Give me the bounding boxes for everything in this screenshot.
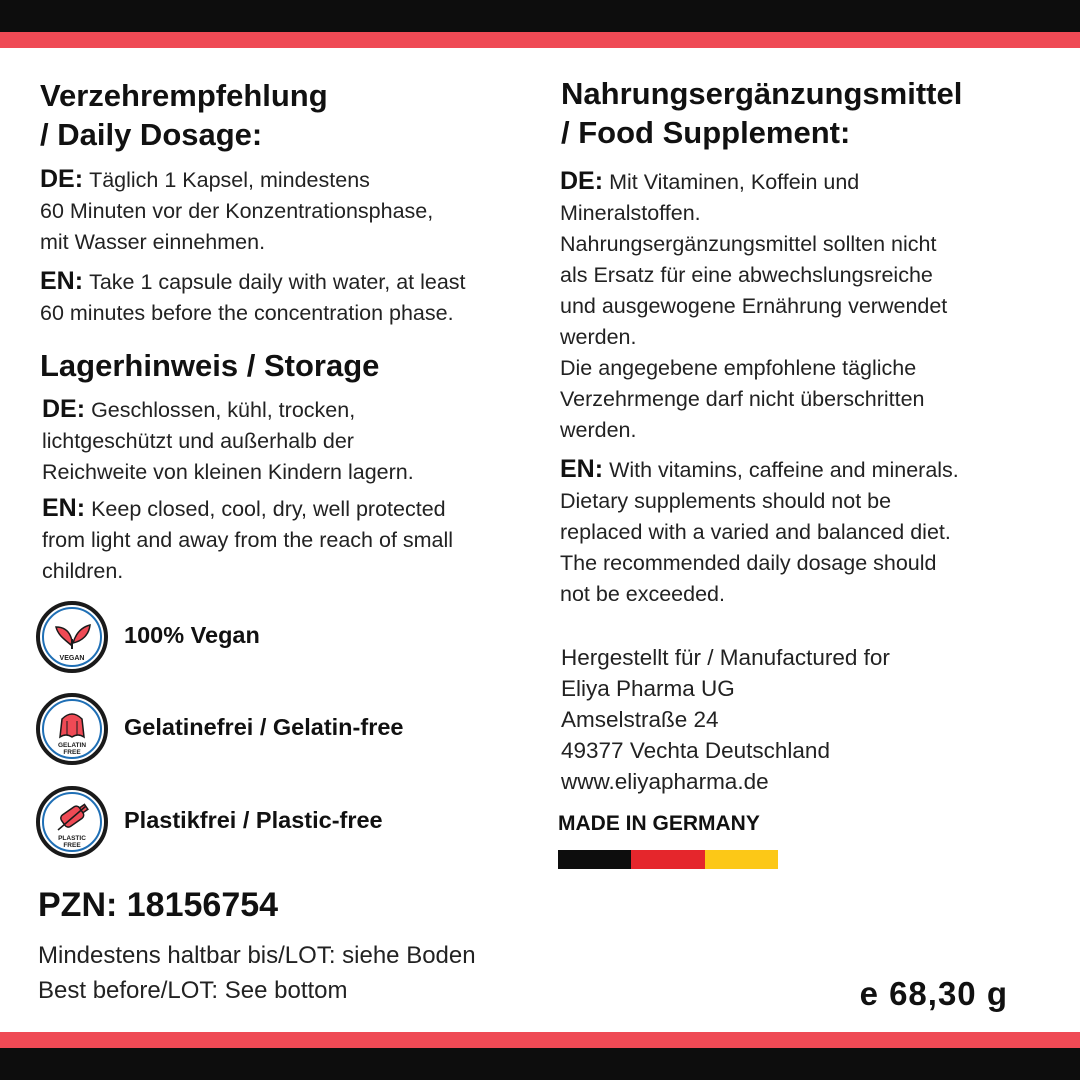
gelatin-free-icon	[40, 697, 104, 761]
dosage-en-text	[40, 266, 466, 329]
supplement-de-line: werden.	[560, 325, 637, 349]
storage-en-line: children.	[42, 559, 124, 583]
gelatin-free-label: Gelatinefrei / Gelatin-free	[124, 714, 404, 740]
plastic-free-icon	[40, 790, 104, 854]
supplement-de-code: DE:	[560, 167, 604, 195]
german-flag-bar	[558, 850, 778, 869]
vegan-icon-text: VEGAN	[59, 655, 85, 662]
storage-heading: Lagerhinweis / Storage	[40, 348, 380, 383]
dosage-en-line: Take 1 capsule daily with water, at least	[89, 270, 466, 294]
supplement-de-first: Mineralstoffen.	[560, 201, 701, 225]
supplement-de-line: als Ersatz für eine abwechslungsreiche	[560, 263, 933, 287]
vegan-leaf-icon	[40, 605, 104, 669]
dosage-en-line: 60 minutes before the concentration phase.	[40, 301, 454, 325]
dosage-heading-line-1: Verzehrempfehlung	[40, 78, 328, 113]
best-before-en: Best before/LOT: See bottom	[38, 977, 348, 1004]
dosage-de-line: mit Wasser einnehmen.	[40, 230, 266, 254]
manufacturer-block	[561, 642, 890, 797]
storage-en-text	[42, 493, 453, 587]
dosage-en-code: EN:	[40, 267, 84, 295]
dosage-de-code: DE:	[40, 165, 84, 193]
supplement-de-line: Die angegebene empfohlene tägliche	[560, 356, 917, 380]
supplement-en-line: replaced with a varied and balanced diet.	[560, 520, 951, 544]
supplement-de-line: Verzehrmenge darf nicht überschritten	[560, 387, 925, 411]
supplement-de-line: und ausgewogene Ernährung verwendet	[560, 294, 948, 318]
bottom-red-band	[0, 1032, 1080, 1048]
storage-de-line: Geschlossen, kühl, trocken,	[91, 398, 356, 422]
supplement-de-line: werden.	[560, 418, 637, 442]
manufacturer-street: Amselstraße 24	[561, 707, 719, 732]
storage-en-line: from light and away from the reach of small	[42, 528, 454, 552]
storage-de-text	[42, 394, 414, 488]
dosage-de-text	[40, 164, 433, 258]
dosage-de-line: 60 Minuten vor der Konzentrationsphase,	[40, 199, 434, 223]
vegan-label: 100% Vegan	[124, 622, 260, 648]
flag-red-stripe	[631, 850, 704, 869]
net-weight: e 68,30 g	[859, 975, 1008, 1012]
dosage-heading-line-2: / Daily Dosage:	[40, 117, 263, 152]
flag-gold-stripe	[705, 850, 778, 869]
supplement-en-code: EN:	[560, 455, 604, 483]
storage-de-line: lichtgeschützt und außerhalb der	[42, 429, 354, 453]
made-in-germany: MADE IN GERMANY	[558, 812, 760, 835]
gelatin-icon-text-1: GELATIN	[57, 742, 87, 749]
manufacturer-city: 49377 Vechta Deutschland	[561, 738, 830, 763]
dosage-de-line: Täglich 1 Kapsel, mindestens	[89, 168, 370, 192]
supplement-de-line: Nahrungsergänzungsmittel sollten nicht	[560, 232, 937, 256]
gelatin-free-badge	[36, 693, 108, 765]
gelatin-icon-text-2: FREE	[63, 749, 81, 756]
supplement-en-line: not be exceeded.	[560, 582, 725, 606]
best-before-de: Mindestens haltbar bis/LOT: siehe Boden	[38, 942, 476, 969]
manufacturer-line: Hergestellt für / Manufactured for	[561, 645, 890, 670]
supplement-heading-line-2: / Food Supplement:	[561, 115, 851, 150]
storage-de-line: Reichweite von kleinen Kindern lagern.	[42, 460, 414, 484]
plastic-icon-text-2: FREE	[63, 842, 81, 849]
storage-en-line: Keep closed, cool, dry, well protected	[91, 497, 446, 521]
supplement-de-text	[560, 166, 947, 446]
storage-de-code: DE:	[42, 395, 86, 423]
manufacturer-website: www.eliyapharma.de	[561, 769, 769, 794]
plastic-icon-text-1: PLASTIC	[58, 835, 86, 842]
supplement-en-text	[560, 454, 959, 610]
supplement-en-line: Dietary supplements should not be	[560, 489, 892, 513]
supplement-heading-line-1: Nahrungsergänzungsmittel	[561, 76, 963, 111]
storage-en-code: EN:	[42, 494, 86, 522]
flag-black-stripe	[558, 850, 631, 869]
vegan-badge	[36, 601, 108, 673]
bottom-black-band	[0, 1048, 1080, 1080]
manufacturer-name: Eliya Pharma UG	[561, 676, 735, 701]
top-red-band	[0, 32, 1080, 48]
supplement-en-first: With vitamins, caffeine and minerals.	[609, 458, 959, 482]
supplement-heading	[561, 74, 962, 152]
plastic-free-label: Plastikfrei / Plastic-free	[124, 807, 383, 833]
top-black-band	[0, 0, 1080, 32]
supplement-de-first: Mit Vitaminen, Koffein und	[609, 170, 860, 194]
dosage-heading	[40, 76, 328, 154]
pzn-number: PZN: 18156754	[38, 886, 279, 924]
plastic-free-badge	[36, 786, 108, 858]
supplement-en-line: The recommended daily dosage should	[560, 551, 937, 575]
